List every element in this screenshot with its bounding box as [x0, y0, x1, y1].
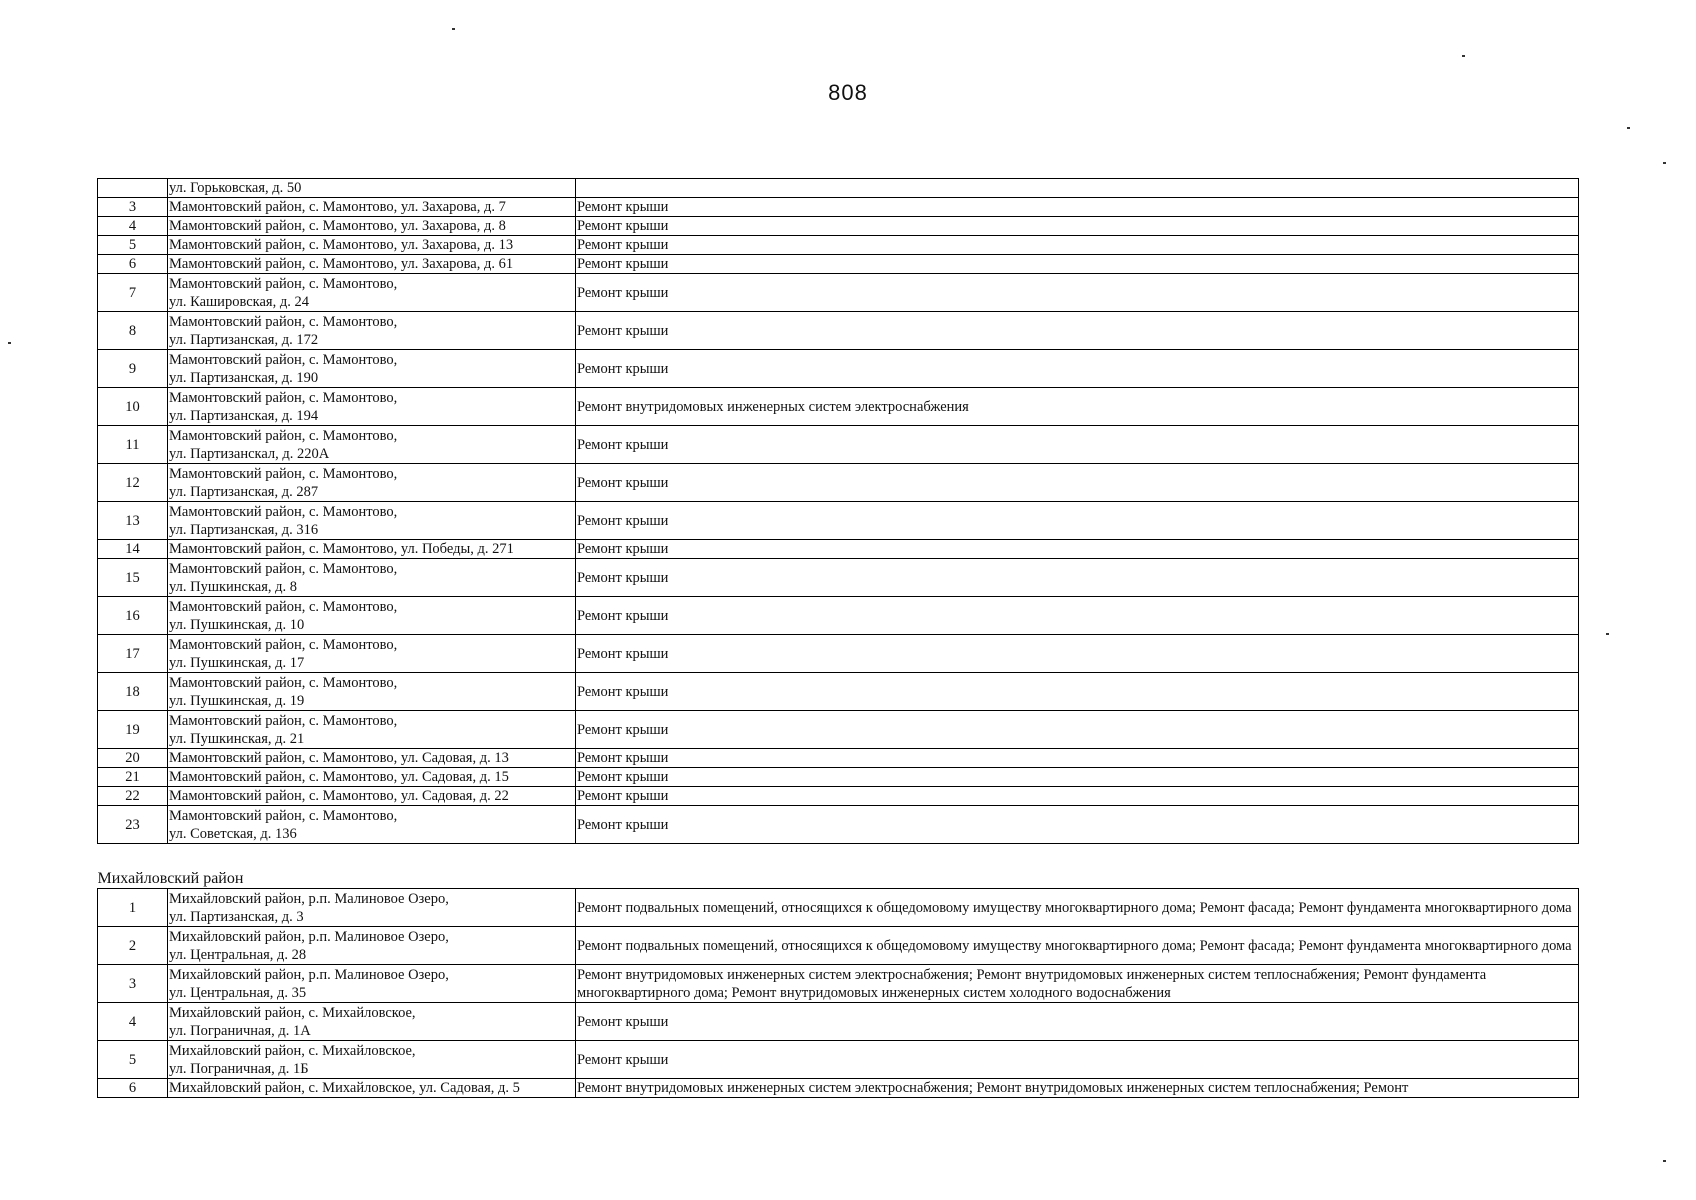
address-cell — [168, 965, 576, 1003]
work-type-cell: Ремонт внутридомовых инженерных систем электроснабжения; Ремонт внутридомовых инженерных систем теплоснабжения; Ремонт фундамента многоквартирного дома; Ремонт внутридомовых инженерных систем холодного водоснабжения — [576, 965, 1579, 1003]
row-number-cell: 14 — [98, 540, 168, 559]
address-line: Мамонтовский район, с. Мамонтово, ул. Садовая, д. 22 — [169, 788, 509, 804]
section-header-row — [98, 844, 1579, 889]
address-line: ул. Партизанская, д. 172 — [169, 331, 319, 348]
scan-speck — [1627, 127, 1630, 129]
address-line: ул. Партизанская, д. 287 — [169, 483, 319, 500]
address-cell — [168, 426, 576, 464]
address-line: Мамонтовский район, с. Мамонтово, — [169, 351, 398, 368]
address-cell — [168, 464, 576, 502]
address-cell — [168, 749, 576, 768]
address-cell — [168, 198, 576, 217]
table-row — [98, 426, 1579, 464]
table-row — [98, 635, 1579, 673]
address-line: Михайловский район, р.п. Малиновое Озеро, — [169, 966, 449, 983]
row-number-cell: 4 — [98, 1003, 168, 1041]
address-cell — [168, 559, 576, 597]
table-row — [98, 889, 1579, 927]
row-number-cell: 16 — [98, 597, 168, 635]
work-type-cell: Ремонт крыши — [576, 350, 1579, 388]
table-row — [98, 198, 1579, 217]
row-number-cell: 7 — [98, 274, 168, 312]
table-row — [98, 787, 1579, 806]
address-line: Мамонтовский район, с. Мамонтово, — [169, 465, 398, 482]
work-type-cell: Ремонт крыши — [576, 559, 1579, 597]
address-line: ул. Пушкинская, д. 21 — [169, 730, 305, 747]
row-number-cell: 5 — [98, 236, 168, 255]
address-cell — [168, 350, 576, 388]
row-number-cell: 17 — [98, 635, 168, 673]
address-line: Мамонтовский район, с. Мамонтово, — [169, 560, 398, 577]
scan-speck — [1663, 1160, 1666, 1162]
address-line: Мамонтовский район, с. Мамонтово, — [169, 712, 398, 729]
work-type-cell: Ремонт крыши — [576, 502, 1579, 540]
address-line: ул. Кашировская, д. 24 — [169, 293, 309, 310]
table-row — [98, 711, 1579, 749]
table-row — [98, 464, 1579, 502]
address-cell — [168, 1003, 576, 1041]
table-row — [98, 965, 1579, 1003]
table-row — [98, 597, 1579, 635]
work-type-cell: Ремонт внутридомовых инженерных систем электроснабжения; Ремонт внутридомовых инженерных систем теплоснабжения; Ремонт — [576, 1079, 1579, 1098]
address-line: ул. Пушкинская, д. 8 — [169, 578, 298, 595]
table-row — [98, 806, 1579, 844]
address-cell — [168, 312, 576, 350]
works-table-container — [97, 178, 1578, 1098]
table-row — [98, 673, 1579, 711]
row-number-cell: 8 — [98, 312, 168, 350]
table-row — [98, 502, 1579, 540]
row-number-cell: 1 — [98, 889, 168, 927]
row-number-cell: 9 — [98, 350, 168, 388]
row-number-cell: 11 — [98, 426, 168, 464]
table-row — [98, 749, 1579, 768]
address-cell — [168, 673, 576, 711]
address-line: Мамонтовский район, с. Мамонтово, — [169, 674, 398, 691]
address-cell — [168, 217, 576, 236]
work-type-cell: Ремонт подвальных помещений, относящихся к общедомовому имуществу многоквартирного дома; Ремонт фасада; Ремонт фундамента многоквартирного дома — [576, 889, 1579, 927]
scan-speck — [1462, 55, 1465, 57]
address-line: ул. Партизанская, д. 316 — [169, 521, 319, 538]
table-row — [98, 1079, 1579, 1098]
work-type-cell: Ремонт крыши — [576, 464, 1579, 502]
address-cell — [168, 768, 576, 787]
table-row — [98, 559, 1579, 597]
row-number-cell: 3 — [98, 198, 168, 217]
row-number-cell: 23 — [98, 806, 168, 844]
row-number-cell: 22 — [98, 787, 168, 806]
table-row — [98, 255, 1579, 274]
address-line: ул. Пограничная, д. 1А — [169, 1022, 311, 1039]
work-type-cell: Ремонт крыши — [576, 1003, 1579, 1041]
work-type-cell: Ремонт внутридомовых инженерных систем электроснабжения — [576, 388, 1579, 426]
table-row — [98, 217, 1579, 236]
work-type-cell: Ремонт крыши — [576, 312, 1579, 350]
address-line: Михайловский район, р.п. Малиновое Озеро, — [169, 890, 449, 907]
address-cell — [168, 1079, 576, 1098]
address-cell — [168, 236, 576, 255]
address-line: ул. Пушкинская, д. 17 — [169, 654, 305, 671]
work-type-cell: Ремонт крыши — [576, 236, 1579, 255]
table-row — [98, 236, 1579, 255]
address-line: Мамонтовский район, с. Мамонтово, ул. Захарова, д. 8 — [169, 218, 506, 234]
address-line: ул. Горьковская, д. 50 — [169, 180, 302, 196]
address-line: Мамонтовский район, с. Мамонтово, ул. Захарова, д. 7 — [169, 199, 506, 215]
section-title: Михайловский район — [98, 844, 1579, 889]
address-line: Михайловский район, р.п. Малиновое Озеро, — [169, 928, 449, 945]
scan-speck — [452, 28, 455, 30]
table-row — [98, 540, 1579, 559]
work-type-cell: Ремонт подвальных помещений, относящихся к общедомовому имуществу многоквартирного дома; Ремонт фасада; Ремонт фундамента многоквартирного дома — [576, 927, 1579, 965]
work-type-cell: Ремонт крыши — [576, 749, 1579, 768]
address-cell — [168, 255, 576, 274]
address-line: Мамонтовский район, с. Мамонтово, — [169, 275, 398, 292]
works-table — [97, 178, 1579, 1098]
address-line: ул. Советская, д. 136 — [169, 825, 297, 842]
address-line: ул. Партизанскал, д. 220А — [169, 445, 330, 462]
address-line: Мамонтовский район, с. Мамонтово, ул. Захарова, д. 13 — [169, 237, 514, 253]
address-line: Мамонтовский район, с. Мамонтово, — [169, 389, 398, 406]
address-cell — [168, 540, 576, 559]
work-type-cell: Ремонт крыши — [576, 217, 1579, 236]
address-cell — [168, 927, 576, 965]
address-line: Мамонтовский район, с. Мамонтово, ул. Садовая, д. 15 — [169, 769, 509, 785]
row-number-cell: 18 — [98, 673, 168, 711]
scan-speck — [8, 342, 11, 344]
address-line: Михайловский район, с. Михайловское, ул. Садовая, д. 5 — [169, 1080, 520, 1096]
address-cell — [168, 635, 576, 673]
table-row — [98, 312, 1579, 350]
work-type-cell: Ремонт крыши — [576, 274, 1579, 312]
address-line: Михайловский район, с. Михайловское, — [169, 1042, 416, 1059]
address-line: Мамонтовский район, с. Мамонтово, — [169, 503, 398, 520]
row-number-cell: 6 — [98, 1079, 168, 1098]
row-number-cell: 19 — [98, 711, 168, 749]
address-line: Мамонтовский район, с. Мамонтово, — [169, 598, 398, 615]
row-number-cell: 21 — [98, 768, 168, 787]
address-line: ул. Партизанская, д. 3 — [169, 908, 304, 925]
work-type-cell: Ремонт крыши — [576, 711, 1579, 749]
work-type-cell: Ремонт крыши — [576, 1041, 1579, 1079]
address-line: Мамонтовский район, с. Мамонтово, — [169, 807, 398, 824]
address-line: Мамонтовский район, с. Мамонтово, — [169, 427, 398, 444]
row-number-cell: 3 — [98, 965, 168, 1003]
table-row — [98, 1041, 1579, 1079]
scan-speck — [1606, 633, 1609, 635]
page-number: 808 — [828, 80, 868, 105]
work-type-cell: Ремонт крыши — [576, 673, 1579, 711]
work-type-cell: Ремонт крыши — [576, 255, 1579, 274]
address-line: Михайловский район, с. Михайловское, — [169, 1004, 416, 1021]
address-cell — [168, 711, 576, 749]
row-number-cell: 15 — [98, 559, 168, 597]
row-number-cell: 5 — [98, 1041, 168, 1079]
address-line: ул. Пограничная, д. 1Б — [169, 1060, 309, 1077]
row-number-cell: 10 — [98, 388, 168, 426]
row-number-cell: 6 — [98, 255, 168, 274]
table-row — [98, 768, 1579, 787]
address-line: Мамонтовский район, с. Мамонтово, ул. Садовая, д. 13 — [169, 750, 509, 766]
works-table-body — [98, 179, 1579, 1098]
table-row — [98, 927, 1579, 965]
row-number-cell: 12 — [98, 464, 168, 502]
address-cell — [168, 806, 576, 844]
address-line: ул. Партизанская, д. 194 — [169, 407, 319, 424]
work-type-cell: Ремонт крыши — [576, 426, 1579, 464]
address-cell — [168, 787, 576, 806]
address-cell — [168, 889, 576, 927]
address-cell — [168, 597, 576, 635]
work-type-cell: Ремонт крыши — [576, 768, 1579, 787]
address-line: Мамонтовский район, с. Мамонтово, — [169, 636, 398, 653]
address-cell — [168, 388, 576, 426]
work-type-cell: Ремонт крыши — [576, 806, 1579, 844]
row-number-cell: 20 — [98, 749, 168, 768]
address-line: Мамонтовский район, с. Мамонтово, ул. Захарова, д. 61 — [169, 256, 514, 272]
address-line: Мамонтовский район, с. Мамонтово, ул. Победы, д. 271 — [169, 541, 514, 557]
address-cell — [168, 274, 576, 312]
work-type-cell: Ремонт крыши — [576, 540, 1579, 559]
row-number-cell: 13 — [98, 502, 168, 540]
table-row — [98, 274, 1579, 312]
table-row — [98, 388, 1579, 426]
address-cell — [168, 502, 576, 540]
work-type-cell: Ремонт крыши — [576, 635, 1579, 673]
row-number-cell — [98, 179, 168, 198]
scan-speck — [1663, 162, 1666, 164]
address-line: Мамонтовский район, с. Мамонтово, — [169, 313, 398, 330]
row-number-cell: 4 — [98, 217, 168, 236]
row-number-cell: 2 — [98, 927, 168, 965]
table-row — [98, 350, 1579, 388]
address-cell — [168, 179, 576, 198]
address-line: ул. Пушкинская, д. 19 — [169, 692, 305, 709]
work-type-cell: Ремонт крыши — [576, 597, 1579, 635]
address-line: ул. Центральная, д. 28 — [169, 946, 307, 963]
address-line: ул. Партизанская, д. 190 — [169, 369, 319, 386]
address-cell — [168, 1041, 576, 1079]
table-row — [98, 179, 1579, 198]
work-type-cell — [576, 179, 1579, 198]
work-type-cell: Ремонт крыши — [576, 198, 1579, 217]
address-line: ул. Центральная, д. 35 — [169, 984, 307, 1001]
address-line: ул. Пушкинская, д. 10 — [169, 616, 305, 633]
work-type-cell: Ремонт крыши — [576, 787, 1579, 806]
table-row — [98, 1003, 1579, 1041]
